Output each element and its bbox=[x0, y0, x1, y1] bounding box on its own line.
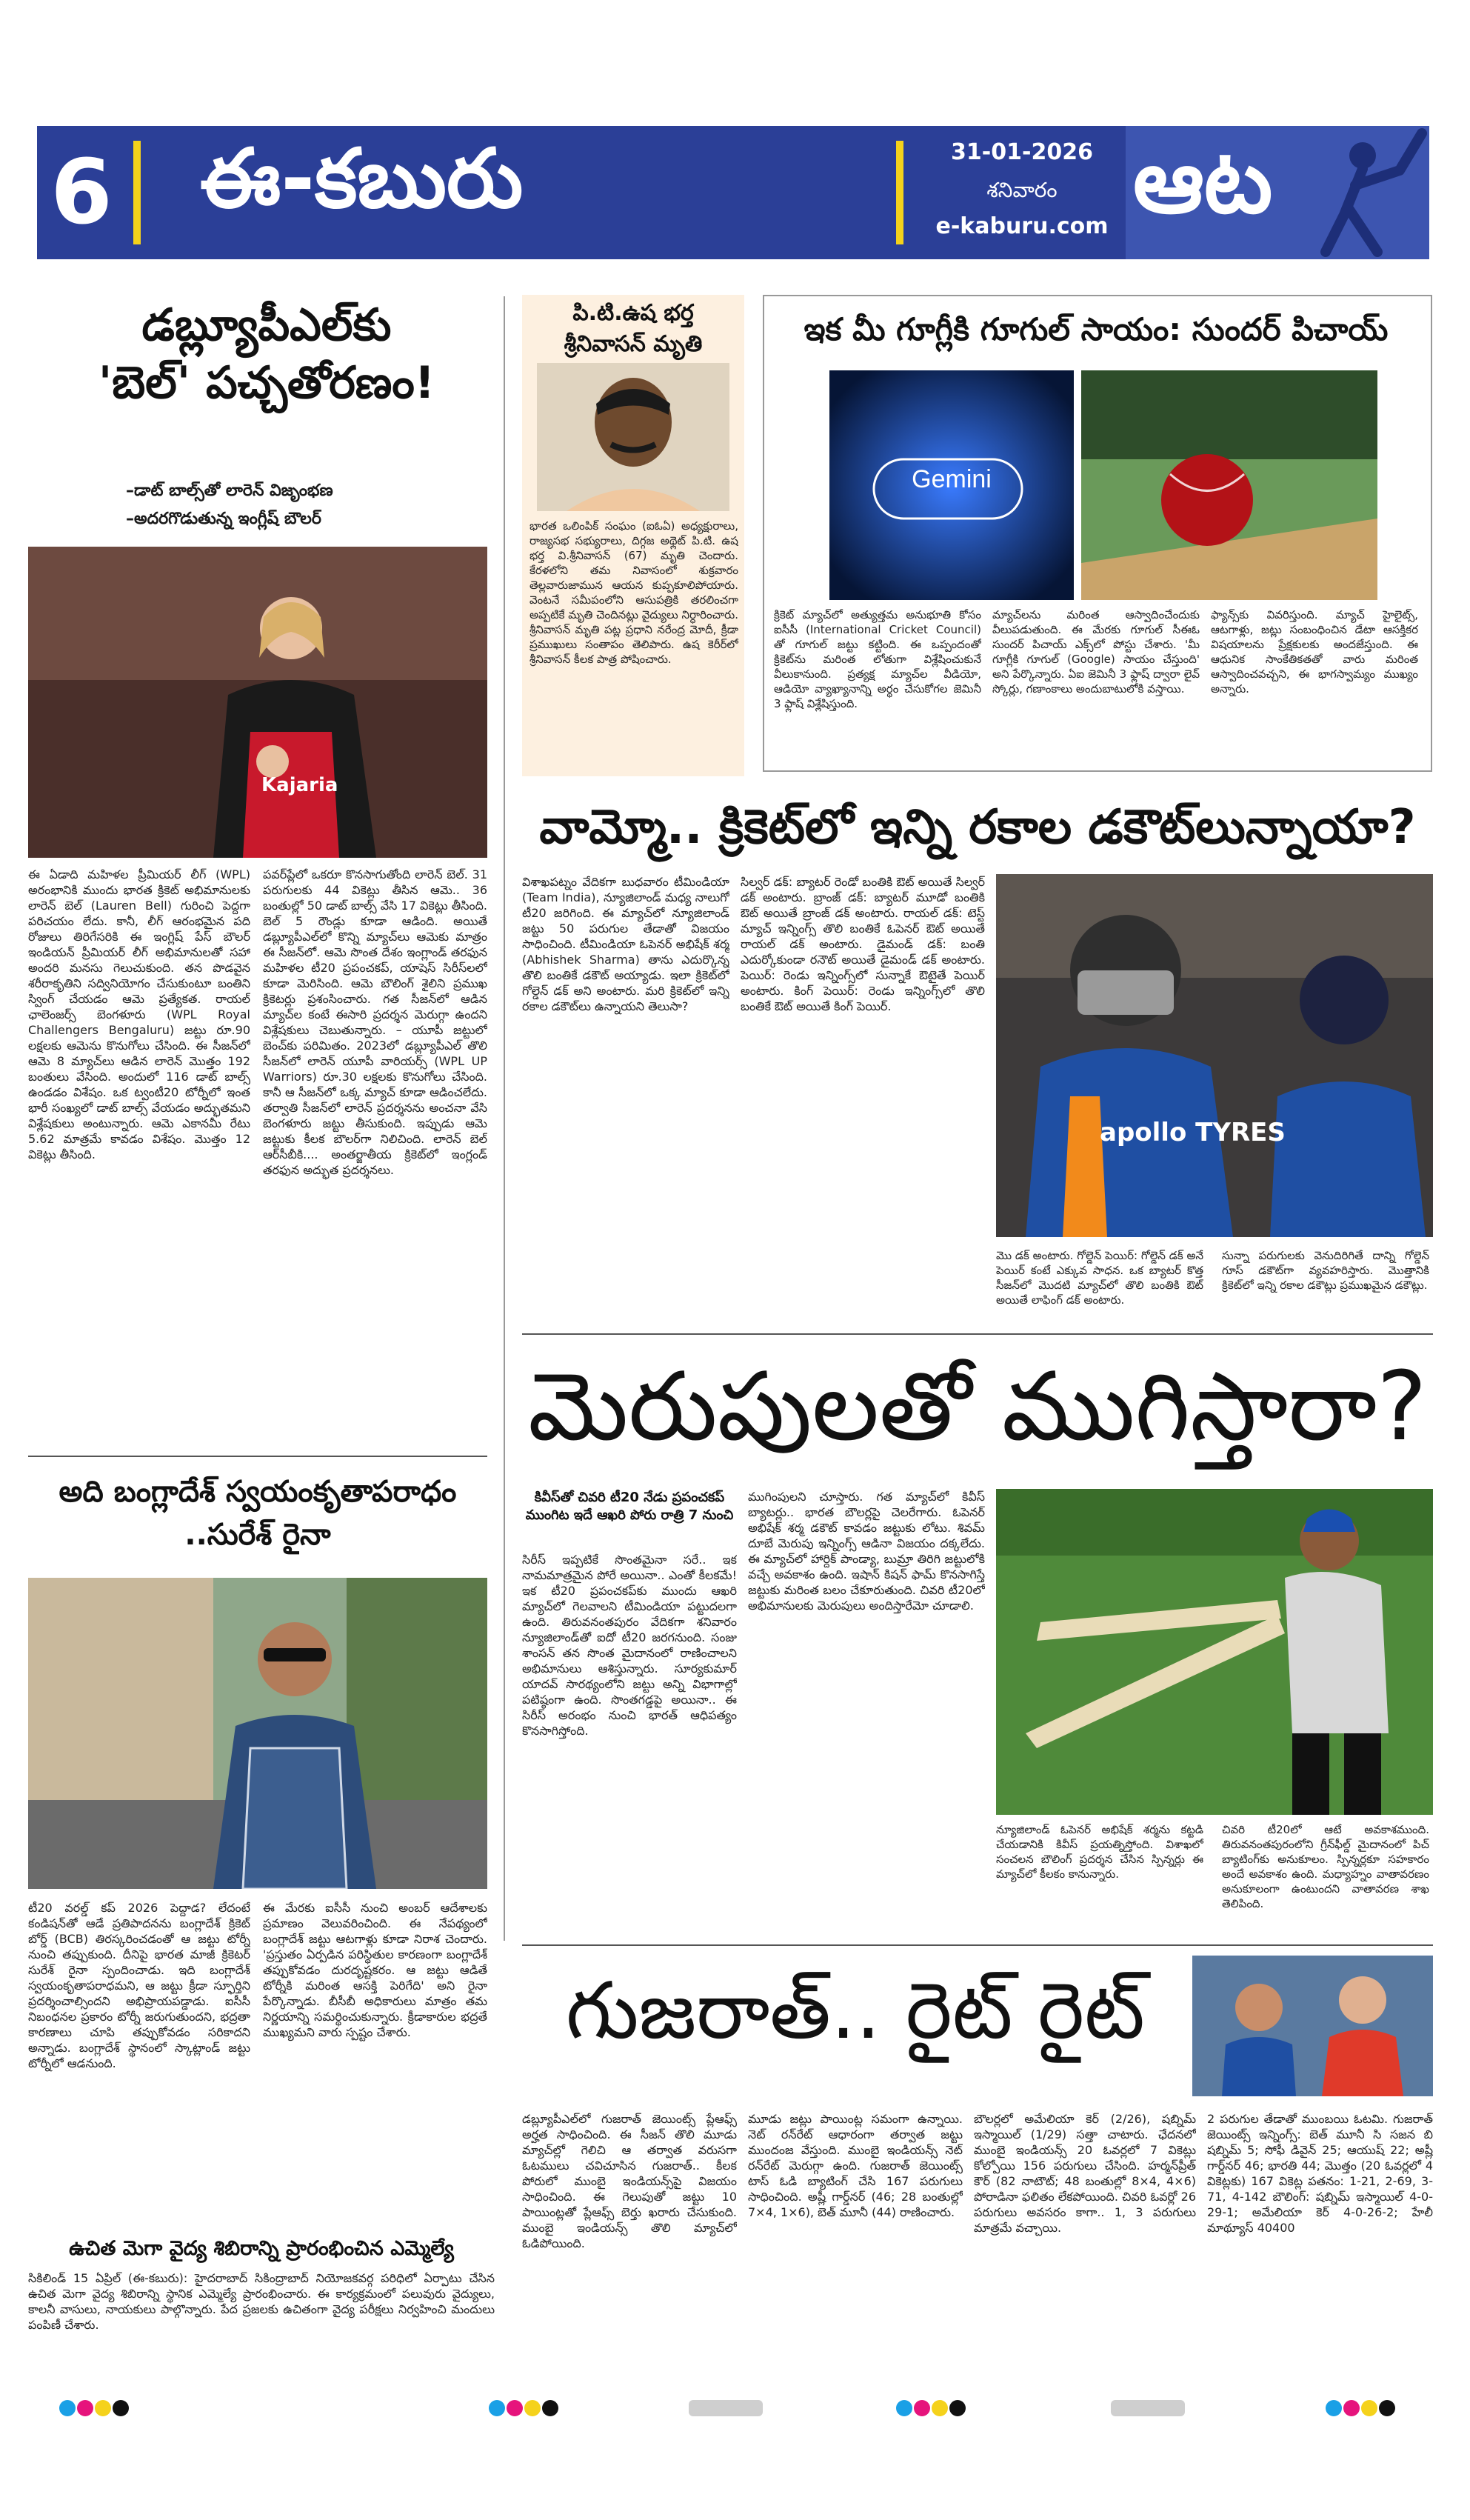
cricket-ball-image bbox=[1081, 370, 1377, 600]
divider bbox=[522, 1944, 1433, 1946]
cyan-dot bbox=[489, 2400, 505, 2416]
divider bbox=[504, 296, 505, 1941]
pt-usha-body: భారత ఒలింపిక్ సంఘం (ఐఓఏ) అధ్యక్షురాలు, రాజ్యసభ సభ్యురాలు, దిగ్గజ అథ్లెట్ పి.టి. ఉష భర్త వి.శ్రీనివాసన్ (67) మృతి చెందారు. కేరళలోని తమ నివాసంలో శుక్రవారం తెల్లవారుజామున ఆయన కుప్పకూలిపోయారు. వెంటనే సమీపంలోని ఆసుపత్రికి తరలించగా అప్పటికే మృతి చెందినట్లు వైద్యులు నిర్ధారించారు. శ్రీనివాసన్ మృతి పట్ల ప్రధాని నరేంద్ర మోదీ, క్రీడా ప్రముఖులు సంతాపం తెలిపారు. ఉష కెరీర్‌లో శ్రీనివాసన్ కీలక పాత్ర పోషించారు. bbox=[529, 519, 738, 666]
divider bbox=[522, 1333, 1433, 1335]
sky-body-col1: సిరీస్ ఇప్పటికే సొంతమైనా సరే.. ఇక నామమాత్రమైన పోరే అయినా.. ఎంతో కీలకమే! ఇక టీ20 ప్రపంచకప్‌కు ముందు ఆఖరి మ్యాచ్‌లో గెలవాలని టీమిండియా పట్టుదలగా ఉంది. తిరువనంతపురం వేదికగా శనివారం న్యూజిలాండ్‌తో ఐదో టీ20 జరగనుంది. సంజు శాంసన్ తన సొంత మైదానంలో రాణించాలని అభిమానులు ఆశిస్తున్నారు. సూర్యకుమార్ యాదవ్ సారథ్యంలోని జట్టు అన్ని విభాగాల్లో పటిష్ఠంగా ఉంది. సొంతగడ్డపై అయినా.. ఈ సిరీస్ అరంభం నుంచి భారత్ ఆధిపత్యం కొనసాగిస్తోంది. bbox=[522, 1553, 737, 1738]
yellow-dot bbox=[1361, 2400, 1377, 2416]
divider bbox=[28, 1456, 487, 1457]
wpl-subhead: –అదరగొడుతున్న ఇంగ్లీష్ బౌలర్ bbox=[126, 510, 321, 528]
yellow-dot bbox=[95, 2400, 111, 2416]
black-dot bbox=[949, 2400, 966, 2416]
rinku-singh-photo bbox=[996, 1489, 1433, 1815]
grey-bar bbox=[1111, 2400, 1185, 2416]
google-body-col1: క్రికెట్ మ్యాచ్‌లో అత్యుత్తమ అనుభూతి కోసం ఐసీసీ (International Cricket Council) తో గూగుల్ జట్టు కట్టింది. ఈ ఒప్పందంతో క్రికెట్‌ను మరింత లోతుగా విశ్లేషించుకునే వీలుకానుంది. ప్రత్యక్ష మ్యాచ్‌ల వీడియో, ఆడియో వ్యాఖ్యానాన్ని అర్థం చేసుకోగల జెమినీ 3 ఫ్లాష్ విశ్లేషిస్తుంది. bbox=[774, 608, 981, 710]
issue-day: శనివారం bbox=[986, 178, 1058, 202]
sky-body-col4: చివరి టీ20లో ఆటే అవకాశముంది. తిరువనంతపురంలోని గ్రీన్‌ఫీల్డ్ మైదానంలో పిచ్ బ్యాటింగ్‌కు అనుకూలం. స్పిన్నర్లకూ సహకారం అందే అవకాశం ఉంది. మధ్యాహ్నం వాతావరణం అనుకూలంగా ఉంటుందని వాతావరణ శాఖ తెలిపింది. bbox=[1222, 1823, 1429, 1910]
magenta-dot bbox=[507, 2400, 523, 2416]
camp-body: సికిలిండ్ 15 ఏప్రిల్ (ఈ-కబురు): హైదరాబాద్ సికింద్రాబాద్ నియోజకవర్గ పరిధిలో ఏర్పాటు చేసిన ఉచిత మెగా వైద్య శిబిరాన్ని స్థానిక ఎమ్మెల్యే ప్రారంభించారు. ఈ కార్యక్రమంలో పలువురు వైద్యులు, కాలనీ వాసులు, నాయకులు పాల్గొన్నారు. పేద ప్రజలకు ఉచితంగా వైద్య పరీక్షలు నిర్వహించి మందులు పంపిణీ చేశారు. bbox=[28, 2271, 495, 2332]
divider bbox=[133, 141, 141, 244]
cyan-dot bbox=[59, 2400, 76, 2416]
gujarat-headline: గుజరాత్.. రైట్ రైట్ bbox=[566, 1965, 1145, 2056]
gemini-label: Gemini bbox=[912, 465, 992, 493]
divider bbox=[896, 141, 903, 244]
raina-body-2: ఈ మేరకు ఐసీసీ నుంచి అంబర్ ఆదేశాలకు ప్రమాణం వెలువరించింది. ఈ నేపథ్యంలో బంగ్లాదేశ్ జట్టు ఆటగాళ్లు కూడా నిరాశ చెందారు. 'ప్రస్తుతం ఏర్పడిన పరిస్థితుల కారణంగా బంగ్లాదేశ్ తప్పుకోవడం దురదృష్టకరం. ఆ జట్టు ఆడితే టోర్నీకి మరింత ఆసక్తి పెరిగేది' అని రైనా పేర్కొన్నాడు. బీసీబీ అధికారులు మాత్రం తమ నిర్ణయాన్ని సమర్థించుకున్నారు. క్రీడాకారుల భద్రతే ముఖ్యమని వారు స్పష్టం చేశారు. bbox=[263, 1901, 487, 2039]
wpl-subhead: –డాట్ బాల్స్‌తో లారెన్ విజృంభణ bbox=[126, 481, 333, 500]
sky-kicker: కివీస్‌తో చివరి టీ20 నేడు ప్రపంచకప్ ముంగిట ఇదే ఆఖరి పోరు రాత్రి 7 నుంచి bbox=[525, 1490, 734, 1523]
sky-body-col2: ముగింపులని చూస్తారు. గత మ్యాచ్‌లో కివీస్ బ్యాటర్లు.. భారత బౌలర్లపై చెలరేగారు. ఓపెనర్ అభిషేక్ శర్మ డకౌట్ కావడం జట్టుకు లోటు. శివమ్ దూబే మెరుపు ఇన్నింగ్స్ ఆడినా విజయం దక్కలేదు. ఈ మ్యాచ్‌లో హార్దిక్ పాండ్యా, బుమ్రా తిరిగి జట్టులోకి వచ్చే అవకాశం ఉంది. ఇషాన్ కిషన్ ఫామ్ కొనసాగిస్తే జట్టుకు మరింత బలం చేకూరుతుంది. చివరి టీ20లో అభిమానులకు మెరుపులు అందిస్తారేమో చూడాలి. bbox=[748, 1490, 985, 1613]
lauren-bell-photo bbox=[28, 547, 487, 858]
ducks-body-col1: విశాఖపట్నం వేదికగా బుధవారం టీమిండియా (Team India), న్యూజిలాండ్ మధ్య నాలుగో టీ20 జరిగింది. ఈ మ్యాచ్‌లో న్యూజిలాండ్ జట్టు 50 పరుగుల తేడాతో విజయం సాధించింది. టీమిండియా ఓపెనర్ అభిషేక్ శర్మ (Abhishek Sharma) తాను ఎదుర్కొన్న తొలి బంతికే డకౌట్ అయ్యాడు. ఇలా క్రికెట్‌లో గోల్డెన్ డక్ అని అంటారు. మరి క్రికెట్‌లో ఇన్ని రకాల డకౌట్‌లు ఉన్నాయని తెలుసా? bbox=[522, 875, 729, 1013]
black-dot bbox=[1379, 2400, 1395, 2416]
pt-usha-headline: పి.టి.ఉష భర్త శ్రీనివాసన్ మృతి bbox=[564, 300, 703, 357]
harmanpreet-photo bbox=[1192, 1956, 1433, 2096]
section-title: ఆట bbox=[1133, 130, 1273, 233]
wpl-body-col2: పవర్‌ప్లేలో ఒకరూ కొనసాగుతోంది లారెన్ బెల్. 31 పరుగులకు 44 వికెట్లు తీసిన ఆమె.. 36 బంతుల్లో 50 డాట్ బాల్స్ వేసి 17 వికెట్లు తీసింది. బెల్ 5 రౌండ్లు కూడా ఆడింది. అయితే డబ్ల్యూపీఎల్‌లో కొన్ని మ్యాచ్‌లు ఆమెకు మాత్రం ఈ సీజన్‌లో. ఆమె సొంత దేశం ఇంగ్లాండ్ తరఫున మహిళల టీ20 ప్రపంచకప్, యాషెస్ సిరీస్‌లలో కూడా మెరిసింది. ఆమె బౌలింగ్ శైలిని ప్రముఖ క్రికెటర్లు ప్రశంసించారు. గత సీజన్‌లో ఆడిన మ్యాచ్‌ల కంటే ఈసారి ప్రదర్శన మెరుగ్గా ఉందని విశ్లేషకులు చెబుతున్నారు. – యూపీ జట్టులో బెంచ్‌కు పరిమితం. 2023లో డబ్ల్యూపీఎల్ తొలి సీజన్‌లో లారెన్ యూపీ వారియర్స్ (WPL UP Warriors) రూ.30 లక్షలకు కొనుగోలు చేసింది. కానీ ఆ సీజన్‌లో ఒక్క మ్యాచ్ కూడా ఆడించలేదు. తర్వాతి సీజన్‌లో లారెన్ ప్రదర్శనను అంచనా వేసి బెంగళూరు జట్టు తీసుకుంది. ఇప్పుడు ఆమె జట్టుకు కీలక బౌలర్‌గా నిలిచింది. లారెన్ బెల్ ఆర్‌సీబీకి.... అంతర్జాతీయ క్రికెట్‌లో ఇంగ్లండ్ తరఫున అద్భుత ప్రదర్శనలు. bbox=[263, 867, 487, 1177]
cyan-dot bbox=[896, 2400, 912, 2416]
wpl-body-col1: ఈ ఏడాది మహిళల ప్రీమియర్ లీగ్ (WPL) అరంభానికి ముందు భారత క్రికెట్ అభిమానులకు లారెన్ బెల్ (Lauren Bell) గురించి పెద్దగా పరిచయం లేదు. కానీ, లీగ్ ఆరంభమైన పది రోజులు తిరిగేసరికి ఈ ఇంగ్లిష్ పేస్ బౌలర్ ఇండియన్ ప్రీమియర్ లీగ్ అభిమానులతో సహా అందరి మనసు గెలుచుకుంది. తన పొడవైన శరీరాకృతిని సద్వినియోగం చేసుకుంటూ బంతిని స్వింగ్ చేయడం ఆమె ప్రత్యేకత. రాయల్ ఛాలెంజర్స్ బెంగళూరు (WPL Royal Challengers Bengaluru) జట్టు రూ.90 లక్షలకు ఆమెను కొనుగోలు చేసింది. ఈ సీజన్‌లో ఆమె 8 మ్యాచ్‌లు ఆడిన లారెన్ మొత్తం 192 బంతులు వేసింది. అందులో 116 డాట్ బాల్స్ ఉండడం విశేషం. ఒక ట్వంటీ20 టోర్నీలో ఇంత భారీ సంఖ్యలో డాట్ బాల్స్ వేయడం అద్భుతమని విశ్లేషకులు అంటున్నారు. ఆమె ఎకానమీ రేటు 5.62 మాత్రమే కావడం విశేషం. మొత్తం 12 వికెట్లు తీసింది. bbox=[28, 867, 250, 1161]
black-dot bbox=[113, 2400, 129, 2416]
gujarat-body-col4: 2 పరుగుల తేడాతో ముంబయి ఓటమి. గుజరాత్ జెయింట్స్ ఇన్నింగ్స్: బెత్ మూనీ సి సజన బి షబ్నిమ్ 5; సోఫీ డివైన్ 25; ఆయుష్ 22; అష్లీ గార్డ్‌నర్ 46; భారతి 44; మొత్తం (20 ఓవర్లలో 4 వికెట్లకు) 167 వికెట్ల పతనం: 1-21, 2-69, 3-71, 4-142 బౌలింగ్: షబ్నిమ్ ఇస్మాయిల్ 4-0-29-1; అమేలియా కెర్ 4-0-26-2; హేలీ మాథ్యూస్ 40400 bbox=[1207, 2112, 1433, 2235]
raina-headline: అది బంగ్లాదేశ్ స్వయంకృతాపరాధం ..సురేశ్ రైనా bbox=[59, 1475, 457, 1552]
google-headline: ఇక మీ గూగ్లీకి గూగుల్ సాయం: సుందర్ పిచాయ్ bbox=[804, 311, 1389, 347]
masthead bbox=[37, 126, 1429, 259]
website: e-kaburu.com bbox=[935, 213, 1109, 239]
google-body-col3: ఫ్యాన్స్‌కు వివరిస్తుంది. మ్యాచ్ హైలైట్స్, ఆటగాళ్లు, జట్లు సంబంధించిన డేటా ఆసక్తికర విషయాలను ప్రేక్షకులకు అందజేస్తుంది. ఈ ఆధునిక సాంకేతికతతో వారు మరింత ఆస్వాదించవచ్చని, ఈ భాగస్వామ్యం ముఖ్యం అన్నారు. bbox=[1211, 608, 1418, 696]
yellow-dot bbox=[932, 2400, 948, 2416]
ducks-body-col4: సున్నా పరుగులకు వెనుదిరిగితే దాన్ని గోల్డెన్ గూస్ డకౌట్‌గా వ్యవహరిస్తారు. మొత్తానికి క్రికెట్‌లో ఇన్ని రకాల డకౌట్లు ప్రముఖమైన డకౌట్లు. bbox=[1222, 1249, 1429, 1292]
sky-headline: మెరుపులతో ముగిస్తారా? bbox=[528, 1352, 1427, 1462]
google-body-col2: మ్యాచ్‌లను మరింత ఆస్వాదించేందుకు వీలుపడుతుంది. ఈ మేరకు గూగుల్ సీఈఓ సుందర్ పిచాయ్ ఎక్స్‌లో పోస్టు చేశారు. 'మీ గూగ్లీకి గూగుల్ (Google) సాయం చేస్తుంది' అని పేర్కొన్నారు. ఏఐ జెమినీ 3 ఫ్లాష్ ద్వారా లైవ్ స్కోర్లు, గణాంకాలు అందుబాటులోకి వస్తాయి. bbox=[992, 608, 1200, 696]
gujarat-body-col2: మూడు జట్లు పాయింట్ల సమంగా ఉన్నాయి. నెట్ రన్‌రేట్ ఆధారంగా తర్వాత జట్టు ముందంజ వేస్తుంది. ముంబై ఇండియన్స్ నెట్ రన్‌రేట్ మెరుగ్గా ఉంది. గుజరాత్ జెయింట్స్ టాస్ ఓడి బ్యాటింగ్ చేసి 167 పరుగులు సాధించింది. అష్లీ గార్డ్‌నర్ (46; 28 బంతుల్లో 7×4, 1×6), బెత్ మూనీ (44) రాణించారు. bbox=[748, 2112, 963, 2219]
grey-bar bbox=[689, 2400, 763, 2416]
yellow-dot bbox=[524, 2400, 541, 2416]
registration-marks bbox=[1326, 2400, 1397, 2419]
abhishek-sharma-photo bbox=[996, 874, 1433, 1237]
magenta-dot bbox=[914, 2400, 930, 2416]
camp-headline: ఉచిత మెగా వైద్య శిబిరాన్ని ప్రారంభించిన ఎమ్మెల్యే bbox=[69, 2237, 454, 2260]
ducks-body-col3: మొ డక్ అంటారు. గోల్డెన్ పెయిర్: గోల్డెన్ డక్ అనే పెయిర్ కంటే ఎక్కువ సాధన. ఒక బ్యాటర్ కొత్త సీజన్‌లో మొదటి మ్యాచ్‌లో తొలి బంతికి ఔట్ అయితే లాఫింగ్ డక్ అంటారు. bbox=[996, 1249, 1203, 1307]
ducks-headline: వామ్మో.. క్రికెట్‌లో ఇన్ని రకాల డకౌట్‌లున్నాయా? bbox=[539, 800, 1416, 855]
svg-text:apollo TYRES: apollo TYRES bbox=[1100, 1118, 1286, 1147]
paper-name: ఈ-కబురు bbox=[200, 131, 524, 226]
raina-body: టీ20 వరల్డ్ కప్ 2026 పెద్దాడ? లేదంటే కండిషన్‌తో ఆడే ప్రతిపాదనను బంగ్లాదేశ్ క్రికెట్ బోర్డ్ (BCB) తిరస్కరించడంతో ఆ జట్టు టోర్నీ నుంచి తప్పుకుంది. దీనిపై భారత మాజీ క్రికెటర్ సురేశ్ రైనా స్పందించాడు. ఇది బంగ్లాదేశ్ స్వయంకృతాపరాధమని, ఆ జట్టు క్రీడా స్ఫూర్తిని ప్రదర్శించాల్సిందని అభిప్రాయపడ్డాడు. ఐసీసీ నిబంధనల ప్రకారం టోర్నీ జరుగుతుందని, భద్రతా కారణాలు చూపి తప్పుకోవడం సరికాదని అన్నాడు. బంగ్లాదేశ్ స్థానంలో స్కాట్లాండ్ జట్టు టోర్నీలో ఆడనుంది. bbox=[28, 1901, 250, 2070]
gujarat-body-col1: డబ్ల్యూపీఎల్‌లో గుజరాత్ జెయింట్స్ ప్లేఆఫ్స్ అర్హత సాధించింది. ఈ సీజన్ తొలి మూడు మ్యాచ్‌ల్లో గెలిచి ఆ తర్వాత వరుసగా ఓటములు చవిచూసిన గుజరాత్.. కీలక పోరులో ముంబై ఇండియన్స్‌పై విజయం సాధించింది. ఈ గెలుపుతో జట్టు 10 పాయింట్లతో ప్లేఆఫ్స్ బెర్తు ఖరారు చేసుకుంది. ముంబై ఇండియన్స్ తొలి మ్యాచ్‌లో ఓడిపోయింది. bbox=[522, 2112, 737, 2250]
black-dot bbox=[542, 2400, 558, 2416]
svg-text:Kajaria: Kajaria bbox=[261, 774, 338, 796]
sky-body-col3: న్యూజిలాండ్ ఓపెనర్ అభిషేక్ శర్మను కట్టడి చేయడానికి కివీస్ ప్రయత్నిస్తోంది. విశాఖలో సంచలన బౌలింగ్ ప్రదర్శన చేసిన స్పిన్నర్లు ఈ మ్యాచ్‌లో కీలకం కానున్నారు. bbox=[996, 1823, 1203, 1881]
registration-marks bbox=[489, 2400, 560, 2419]
magenta-dot bbox=[77, 2400, 93, 2416]
ducks-body-col2: సిల్వర్ డక్: బ్యాటర్ రెండో బంతికి ఔట్ అయితే సిల్వర్ డక్ అంటారు. బ్రాంజ్ డక్: బ్యాటర్ మూడో బంతికి ఔట్ అయితే బ్రాంజ్ డక్ అంటారు. రాయల్ డక్: టెస్ట్ మ్యాచ్ ఇన్నింగ్స్ తొలి బంతికే ఓపెనర్ ఔట్ అయితే రాయల్ డక్ అంటారు. డైమండ్ డక్: బంతి ఎదుర్కోకుండా రనౌట్ అయితే డైమండ్ డక్ అంటారు. పెయిర్: రెండు ఇన్నింగ్స్‌లో సున్నాకే ఔటైతే పెయిర్ అంటారు. కింగ్ పెయిర్: రెండు ఇన్నింగ్స్‌లో తొలి బంతికే ఔట్ అయితే కింగ్ పెయిర్. bbox=[741, 875, 985, 1013]
gujarat-body-col3: బౌలర్లలో అమేలియా కెర్ (2/26), షబ్నిమ్ ఇస్మాయిల్ (1/29) సత్తా చాటారు. ఛేదనలో ముంబై ఇండియన్స్ 20 ఓవర్లలో 7 వికెట్లు కోల్పోయి 156 పరుగులు చేసింది. హర్మన్‌ప్రీత్ కౌర్ (82 నాటౌట్; 48 బంతుల్లో 8×4, 4×6) పోరాడినా ఫలితం లేకపోయింది. చివరి ఓవర్లో 26 పరుగులు అవసరం కాగా.. 1, 3 పరుగులు మాత్రమే వచ్చాయి. bbox=[974, 2112, 1196, 2235]
registration-marks bbox=[59, 2400, 130, 2419]
srinivasan-photo bbox=[537, 363, 729, 511]
magenta-dot bbox=[1343, 2400, 1360, 2416]
suresh-raina-photo bbox=[28, 1578, 487, 1889]
page-number: 6 bbox=[50, 141, 113, 244]
cyan-dot bbox=[1326, 2400, 1342, 2416]
registration-marks bbox=[896, 2400, 967, 2419]
wpl-headline: డబ్ల్యూపీఎల్‌కు 'బెల్' పచ్చతోరణం! bbox=[98, 299, 435, 409]
issue-date: 31-01-2026 bbox=[951, 139, 1093, 165]
